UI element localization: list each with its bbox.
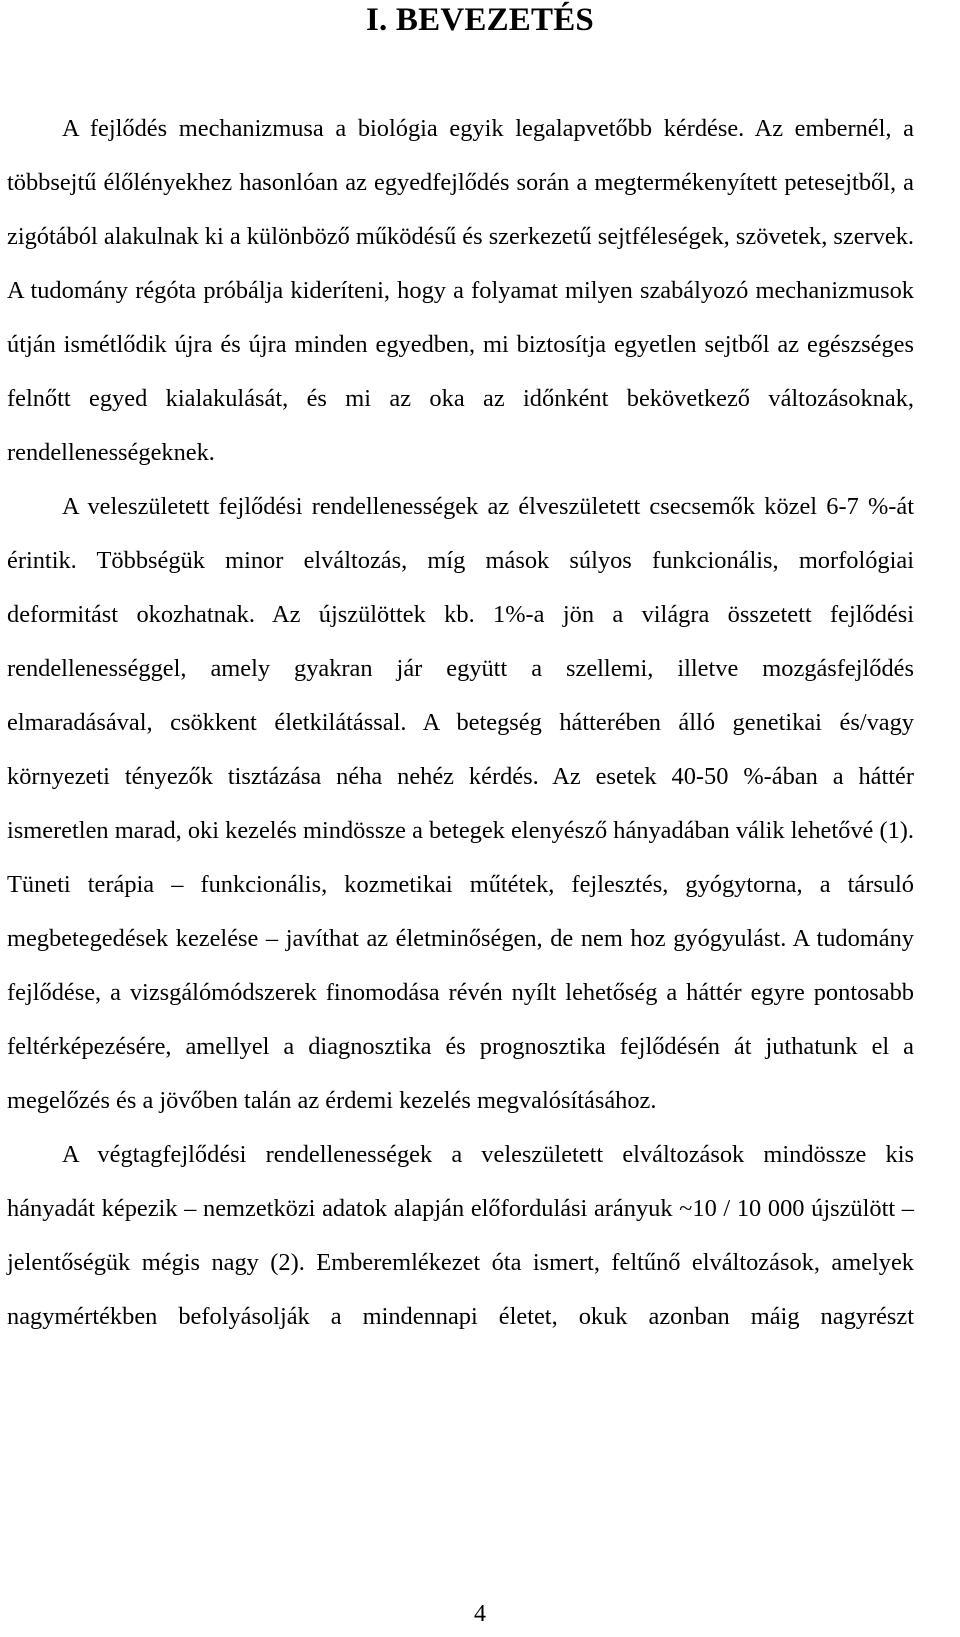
page-number: 4	[474, 1601, 486, 1627]
paragraph-3: A végtagfejlődési rendellenességek a veleszületett elváltozások mindössze kis hányadát képezik – nemzetközi adatok alapján előfordulási arányuk ~10 / 10 000 újszülött – jelentőségük mégis nagy (2). Emberemlékezet óta ismert, feltűnő elváltozások, amelyek nagymértékben befolyásolják a mindennapi életet, okuk azonban máig nagyrészt	[7, 1141, 914, 1330]
paragraph-2: A veleszületett fejlődési rendellenességek az élveszületett csecsemők közel 6-7 %-át érintik. Többségük minor elváltozás, míg mások súlyos funkcionális, morfológiai deformitást okozhatnak. Az újszülöttek kb. 1%-a jön a világra összetett fejlődési rendellenességgel, amely gyakran jár együtt a szellemi, illetve mozgásfejlődés elmaradásával, csökkent életkilátással. A betegség hátterében álló genetikai és/vagy környezeti tényezők tisztázása néha nehéz kérdés. Az esetek 40-50 %-ában a háttér ismeretlen marad, oki kezelés mindössze a betegek elenyésző hányadában válik lehetővé (1). Tüneti terápia – funkcionális, kozmetikai műtétek, fejlesztés, gyógytorna, a társuló megbetegedések kezelése – javíthat az életminőségen, de nem hoz gyógyulást. A tudomány fejlődése, a vizsgálómódszerek finomodása révén nyílt lehetőség a háttér egyre pontosabb feltérképezésére, amellyel a diagnosztika és prognosztika fejlődésén át juthatunk el a megelőzés és a jövőben talán az érdemi kezelés megvalósításához.	[7, 493, 914, 1114]
page-title: I. BEVEZETÉS	[365, 2, 594, 38]
body-text	[7, 102, 914, 1344]
paragraph-1: A fejlődés mechanizmusa a biológia egyik legalapvetőbb kérdése. Az embernél, a többsejtű élőlényekhez hasonlóan az egyedfejlődés során a megtermékenyített petesejtből, a zigótából alakulnak ki a különböző működésű és szerkezetű sejtféleségek, szövetek, szervek. A tudomány régóta próbálja kideríteni, hogy a folyamat milyen szabályozó mechanizmusok útján ismétlődik újra és újra minden egyedben, mi biztosítja egyetlen sejtből az egészséges felnőtt egyed kialakulását, és mi az oka az időnként bekövetkező változásoknak, rendellenességeknek.	[7, 115, 914, 466]
